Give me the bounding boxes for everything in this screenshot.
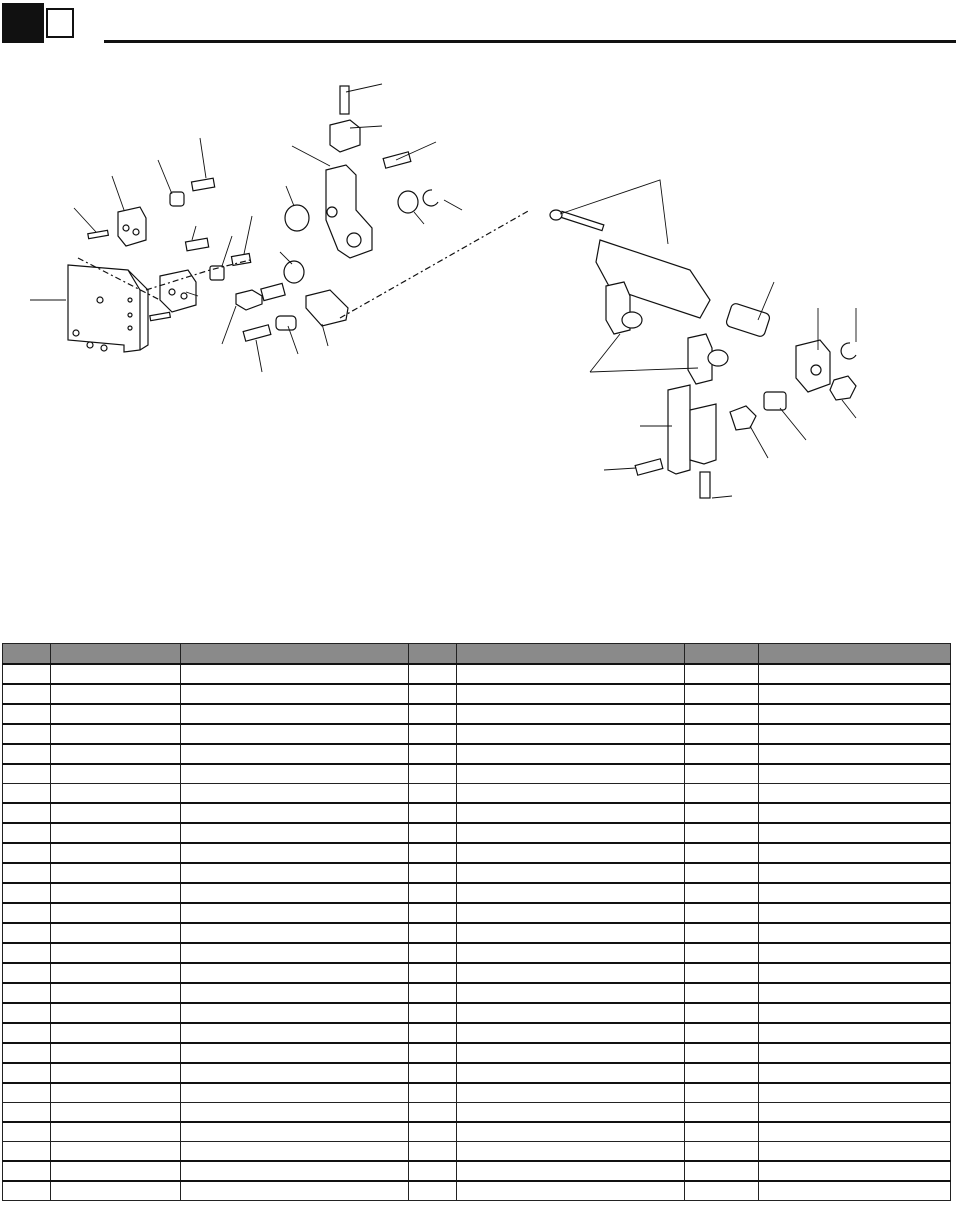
table-cell [51, 1181, 181, 1201]
table-row [3, 903, 951, 923]
table-cell [409, 764, 457, 784]
table-row [3, 1103, 951, 1123]
table-row [3, 863, 951, 883]
table-row [3, 744, 951, 764]
table-cell [457, 744, 685, 764]
table-cell [409, 1043, 457, 1063]
table-cell [685, 903, 759, 923]
table-cell [409, 1122, 457, 1142]
col-header [685, 644, 759, 665]
table-cell [3, 983, 51, 1003]
table-cell [685, 863, 759, 883]
table-cell [759, 923, 951, 943]
table-cell [51, 1122, 181, 1142]
table-cell [685, 803, 759, 823]
table-cell [51, 923, 181, 943]
screw [635, 459, 663, 475]
table-cell [409, 1142, 457, 1162]
table-cell [3, 1122, 51, 1142]
table-cell [3, 963, 51, 983]
table-cell [3, 1142, 51, 1162]
col-header [181, 644, 409, 665]
table-cell [685, 943, 759, 963]
table-cell [759, 704, 951, 724]
table-cell [409, 923, 457, 943]
section-tab [2, 3, 44, 43]
table-cell [51, 1023, 181, 1043]
table-cell [759, 1181, 951, 1201]
table-cell [685, 1161, 759, 1181]
table-cell [3, 1003, 51, 1023]
table-cell [409, 1103, 457, 1123]
table-cell [457, 903, 685, 923]
parts-list-table [2, 643, 951, 1201]
exploded-parts-diagram [0, 50, 956, 520]
table-cell [181, 823, 409, 843]
table-cell [457, 983, 685, 1003]
table-cell [685, 983, 759, 1003]
table-cell [181, 1122, 409, 1142]
table-cell [457, 1083, 685, 1103]
table-cell [51, 724, 181, 744]
table-cell [685, 684, 759, 704]
table-cell [409, 1083, 457, 1103]
screw [243, 325, 271, 341]
table-body [3, 664, 951, 1201]
table-cell [181, 803, 409, 823]
sleeve [170, 192, 184, 206]
table-row [3, 823, 951, 843]
table-cell [409, 843, 457, 863]
table-row [3, 1083, 951, 1103]
table-cell [409, 943, 457, 963]
table-cell [457, 943, 685, 963]
washer [284, 261, 304, 283]
table-cell [409, 1161, 457, 1181]
table-cell [51, 803, 181, 823]
table-cell [3, 1083, 51, 1103]
table-cell [759, 744, 951, 764]
table-cell [759, 843, 951, 863]
table-cell [409, 963, 457, 983]
table-cell [181, 764, 409, 784]
table-cell [685, 1142, 759, 1162]
table-cell [51, 863, 181, 883]
table-cell [51, 963, 181, 983]
table-cell [409, 1181, 457, 1201]
table-cell [181, 1023, 409, 1043]
table-row [3, 724, 951, 744]
table-cell [3, 803, 51, 823]
table-cell [759, 764, 951, 784]
table-cell [181, 843, 409, 863]
table-cell [409, 883, 457, 903]
table-cell [51, 764, 181, 784]
table-cell [3, 843, 51, 863]
table-row [3, 664, 951, 684]
table-cell [409, 664, 457, 684]
bushing [398, 191, 418, 213]
table-cell [181, 724, 409, 744]
table-row [3, 963, 951, 983]
table-cell [51, 784, 181, 804]
table-cell [3, 1043, 51, 1063]
pin [88, 230, 109, 238]
col-header [409, 644, 457, 665]
table-cell [759, 803, 951, 823]
table-cell [457, 1043, 685, 1063]
table-cell [3, 1023, 51, 1043]
table-cell [181, 1003, 409, 1023]
pin [150, 312, 171, 320]
table-cell [759, 1122, 951, 1142]
table-cell [181, 963, 409, 983]
table-cell [759, 684, 951, 704]
table-cell [457, 664, 685, 684]
e-ring [841, 343, 856, 359]
table-cell [759, 903, 951, 923]
table-cell [685, 724, 759, 744]
table-cell [51, 1003, 181, 1023]
table-cell [51, 664, 181, 684]
table-cell [457, 843, 685, 863]
bracket [668, 385, 690, 474]
table-cell [685, 963, 759, 983]
table-cell [3, 664, 51, 684]
table-cell [457, 1103, 685, 1123]
section-number-box [46, 8, 74, 38]
nut [830, 376, 856, 400]
table-cell [3, 684, 51, 704]
screw [340, 86, 349, 114]
table-cell [685, 1122, 759, 1142]
col-header [51, 644, 181, 665]
table-cell [759, 943, 951, 963]
table-cell [181, 863, 409, 883]
table-row [3, 1122, 951, 1142]
table-cell [3, 883, 51, 903]
table-cell [51, 1142, 181, 1162]
table-cell [457, 784, 685, 804]
table-cell [51, 1083, 181, 1103]
table-cell [3, 903, 51, 923]
table-cell [3, 724, 51, 744]
table-cell [51, 744, 181, 764]
table-cell [3, 784, 51, 804]
table-cell [181, 684, 409, 704]
table-cell [457, 1063, 685, 1083]
table-cell [759, 983, 951, 1003]
screw [191, 178, 214, 191]
col-header [759, 644, 951, 665]
table-cell [51, 983, 181, 1003]
table-cell [759, 1063, 951, 1083]
table-cell [51, 843, 181, 863]
table-cell [409, 684, 457, 704]
table-cell [51, 903, 181, 923]
table-cell [457, 923, 685, 943]
table-cell [181, 923, 409, 943]
table-row [3, 1023, 951, 1043]
table-cell [3, 744, 51, 764]
table-row [3, 764, 951, 784]
table-cell [759, 1142, 951, 1162]
col-header [457, 644, 685, 665]
screw [700, 472, 710, 498]
table-cell [457, 724, 685, 744]
table-cell [685, 764, 759, 784]
table-cell [409, 803, 457, 823]
screw [185, 238, 208, 251]
table-cell [181, 903, 409, 923]
table-cell [457, 684, 685, 704]
table-cell [3, 1181, 51, 1201]
joint [725, 302, 770, 337]
upper-block [118, 207, 146, 246]
table-cell [685, 843, 759, 863]
table-cell [181, 1083, 409, 1103]
table-cell [409, 903, 457, 923]
table-cell [51, 883, 181, 903]
col-header [3, 644, 51, 665]
table-cell [685, 923, 759, 943]
table-cell [181, 784, 409, 804]
table-cell [685, 1063, 759, 1083]
table-cell [457, 963, 685, 983]
table-cell [181, 1142, 409, 1162]
table-cell [759, 1161, 951, 1181]
table-cell [3, 1103, 51, 1123]
table-cell [457, 1122, 685, 1142]
table-cell [181, 744, 409, 764]
plug [276, 316, 296, 330]
table-row [3, 1063, 951, 1083]
table-row [3, 843, 951, 863]
table-cell [181, 1103, 409, 1123]
table-row [3, 1181, 951, 1201]
table-cell [685, 664, 759, 684]
table-cell [457, 704, 685, 724]
sleeve [764, 392, 786, 410]
fitting [730, 406, 756, 430]
table-cell [759, 1103, 951, 1123]
header-rule [104, 40, 956, 43]
table-cell [51, 943, 181, 963]
table-cell [457, 863, 685, 883]
table-cell [3, 943, 51, 963]
table-row [3, 983, 951, 1003]
table-cell [3, 1161, 51, 1181]
table-header-row [3, 644, 951, 665]
table-cell [181, 983, 409, 1003]
table-cell [51, 704, 181, 724]
table-cell [409, 1023, 457, 1043]
table-row [3, 943, 951, 963]
table-cell [51, 1063, 181, 1083]
table-cell [409, 724, 457, 744]
nut [550, 210, 562, 220]
table-cell [759, 1023, 951, 1043]
table-cell [457, 1003, 685, 1023]
table-row [3, 784, 951, 804]
table-cell [3, 823, 51, 843]
table-cell [51, 823, 181, 843]
table-cell [409, 704, 457, 724]
table-cell [457, 883, 685, 903]
bracket [690, 404, 716, 464]
table-cell [181, 1161, 409, 1181]
table-cell [685, 883, 759, 903]
table-row [3, 883, 951, 903]
table-cell [409, 744, 457, 764]
table-cell [685, 704, 759, 724]
piston-rod [560, 211, 604, 230]
table-row [3, 803, 951, 823]
table-cell [685, 1083, 759, 1103]
table-cell [685, 1103, 759, 1123]
e-ring [423, 190, 438, 206]
table-cell [685, 1023, 759, 1043]
table-cell [759, 963, 951, 983]
table-row [3, 1043, 951, 1063]
table-cell [759, 1003, 951, 1023]
table-row [3, 1161, 951, 1181]
table-cell [51, 1043, 181, 1063]
table-cell [181, 883, 409, 903]
table-cell [759, 784, 951, 804]
table-cell [759, 883, 951, 903]
table-cell [685, 1043, 759, 1063]
table-cell [685, 1003, 759, 1023]
table-cell [181, 943, 409, 963]
table-cell [181, 1063, 409, 1083]
table-row [3, 684, 951, 704]
table-cell [3, 704, 51, 724]
fitting [236, 290, 262, 310]
table-cell [409, 823, 457, 843]
table-cell [759, 1043, 951, 1063]
table-cell [457, 803, 685, 823]
table-cell [51, 684, 181, 704]
table-cell [409, 1003, 457, 1023]
table-cell [457, 1181, 685, 1201]
table-cell [685, 784, 759, 804]
table-cell [759, 1083, 951, 1103]
table-cell [457, 823, 685, 843]
table-cell [685, 823, 759, 843]
table-cell [3, 764, 51, 784]
top-block [330, 120, 360, 152]
table-row [3, 704, 951, 724]
table-cell [3, 923, 51, 943]
screw [231, 253, 250, 265]
table-cell [409, 784, 457, 804]
collar [285, 205, 309, 231]
table-cell [51, 1161, 181, 1181]
table-cell [181, 1181, 409, 1201]
joint [306, 290, 348, 326]
table-cell [409, 983, 457, 1003]
mounting-plate [68, 265, 140, 352]
table-cell [3, 863, 51, 883]
table-cell [457, 764, 685, 784]
table-cell [181, 704, 409, 724]
table-row [3, 1003, 951, 1023]
table-cell [457, 1161, 685, 1181]
table-cell [759, 863, 951, 883]
table-cell [3, 1063, 51, 1083]
table-cell [685, 744, 759, 764]
table-row [3, 1142, 951, 1162]
table-cell [685, 1181, 759, 1201]
table-row [3, 923, 951, 943]
table-cell [759, 724, 951, 744]
table-cell [181, 1043, 409, 1063]
table-cell [457, 1142, 685, 1162]
table-cell [759, 664, 951, 684]
table-cell [181, 664, 409, 684]
table-cell [409, 1063, 457, 1083]
table-cell [457, 1023, 685, 1043]
table-cell [51, 1103, 181, 1123]
table-cell [759, 823, 951, 843]
table-cell [409, 863, 457, 883]
